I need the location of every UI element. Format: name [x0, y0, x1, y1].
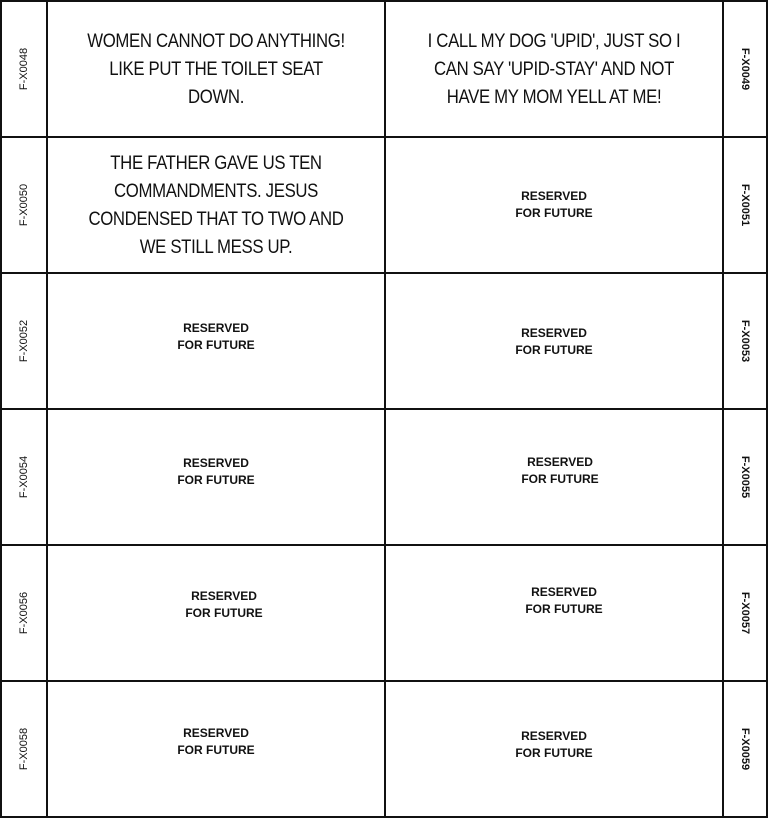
tab-right	[722, 272, 768, 410]
label-row	[0, 136, 768, 274]
tab-right	[722, 0, 768, 138]
reserved-text: RESERVED FOR FUTURE	[185, 589, 263, 620]
reserved-text: RESERVED FOR FUTURE	[515, 326, 593, 357]
label-code: F-X0057	[739, 591, 751, 635]
tab-left	[0, 680, 48, 818]
label-row	[0, 408, 768, 546]
label-code: F-X0059	[739, 727, 751, 771]
label-cell-left	[46, 136, 386, 274]
tab-right	[722, 408, 768, 546]
reserved-text: RESERVED FOR FUTURE	[525, 585, 603, 616]
tab-left	[0, 408, 48, 546]
label-code: F-X0053	[739, 319, 751, 363]
tab-right	[722, 680, 768, 818]
label-cell-right	[384, 272, 724, 410]
tab-right	[722, 544, 768, 682]
label-code: F-X0058	[18, 727, 30, 771]
label-row	[0, 680, 768, 818]
tab-left	[0, 544, 48, 682]
label-code: F-X0056	[18, 591, 30, 635]
label-cell-left	[46, 0, 386, 138]
label-cell-right	[384, 0, 724, 138]
label-cell-left	[46, 544, 386, 682]
joke-text: WOMEN CANNOT DO ANYTHING! LIKE PUT THE TOILET SEAT DOWN.	[87, 30, 345, 108]
reserved-text: RESERVED FOR FUTURE	[177, 726, 255, 757]
label-code: F-X0048	[18, 47, 30, 91]
label-row	[0, 544, 768, 682]
joke-text: THE FATHER GAVE US TEN COMMANDMENTS. JESUS CONDENSED THAT TO TWO AND WE STILL MESS UP.	[88, 152, 344, 258]
label-cell-left	[46, 272, 386, 410]
label-cell-right	[384, 544, 724, 682]
label-code: F-X0054	[18, 455, 30, 499]
reserved-text: RESERVED FOR FUTURE	[177, 456, 255, 487]
tab-left	[0, 136, 48, 274]
tab-left	[0, 272, 48, 410]
tab-left	[0, 0, 48, 138]
label-row	[0, 0, 768, 138]
label-code: F-X0052	[18, 319, 30, 363]
tab-right	[722, 136, 768, 274]
label-cell-right	[384, 680, 724, 818]
joke-text: I CALL MY DOG 'UPID', JUST SO I CAN SAY 'UPID-STAY' AND NOT HAVE MY MOM YELL AT ME!	[427, 30, 681, 108]
label-code: F-X0051	[739, 183, 751, 227]
label-cell-left	[46, 680, 386, 818]
reserved-text: RESERVED FOR FUTURE	[177, 321, 255, 352]
label-cell-right	[384, 408, 724, 546]
label-code: F-X0055	[739, 455, 751, 499]
reserved-text: RESERVED FOR FUTURE	[515, 189, 593, 220]
label-code: F-X0049	[739, 47, 751, 91]
label-cell-right	[384, 136, 724, 274]
reserved-text: RESERVED FOR FUTURE	[515, 729, 593, 760]
label-row	[0, 272, 768, 410]
reserved-text: RESERVED FOR FUTURE	[521, 455, 599, 486]
label-code: F-X0050	[18, 183, 30, 227]
label-cell-left	[46, 408, 386, 546]
